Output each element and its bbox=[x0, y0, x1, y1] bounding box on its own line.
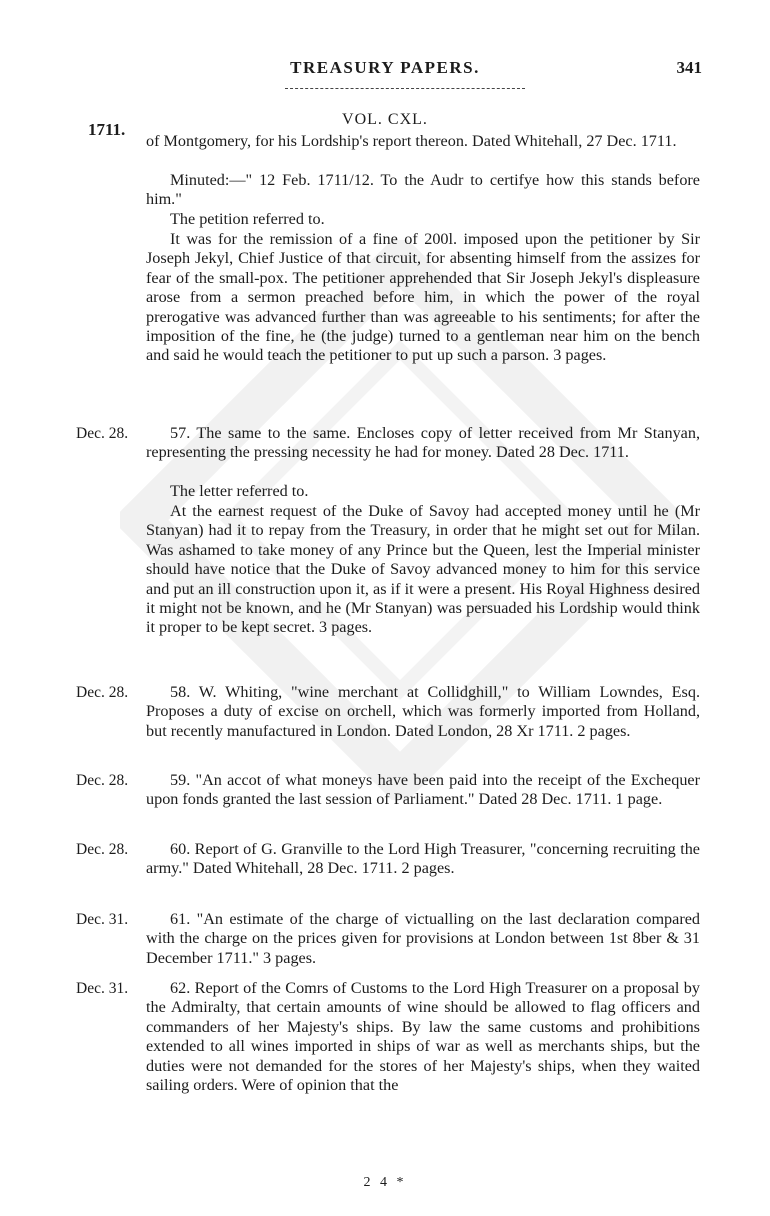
signature-mark: 2 4 * bbox=[363, 1175, 407, 1190]
running-title: TREASURY PAPERS. bbox=[290, 58, 480, 77]
entry-date: Dec. 31. bbox=[76, 911, 129, 928]
volume-heading: VOL. CXL. bbox=[342, 111, 428, 128]
header-rule bbox=[285, 88, 525, 89]
paragraph: 57. The same to the same. Encloses copy of letter received from Mr Stanyan, representing the pressing necessity he had for money. Dated 28 Dec. 1711. bbox=[146, 424, 700, 462]
paragraph: 61. "An estimate of the charge of victualling on the last declaration compared with the charge on the prices given for provisions at London between 1st 8ber & 31 December 1711." 3 pages. bbox=[146, 910, 700, 967]
paragraph: 60. Report of G. Granville to the Lord High Treasurer, "concerning recruiting the army." Dated Whitehall, 28 Dec. 1711. 2 pages. bbox=[146, 840, 700, 878]
page-number: 341 bbox=[676, 58, 702, 77]
paragraph: The letter referred to. bbox=[170, 482, 309, 500]
paragraph: It was for the remission of a fine of 200l. imposed upon the petitioner by Sir Joseph Jekyl, Chief Justice of that circuit, for absenting himself from the assizes for fear of the small-pox. The petitioner apprehended that Sir Joseph Jekyl's displeasure arose from a sermon preached before him, in which the power of the royal prerogative was advanced further than was agreeable to his sentiments; for after the imposition of the fine, he (the judge) turned to a gentleman near him on the bench and said he would teach the petitioner to put up such a parson. 3 pages. bbox=[146, 230, 700, 365]
year-margin: 1711. bbox=[88, 120, 126, 139]
paragraph: of Montgomery, for his Lordship's report thereon. Dated Whitehall, 27 Dec. 1711. bbox=[146, 132, 677, 150]
paragraph: 62. Report of the Comrs of Customs to the Lord High Treasurer on a proposal by the Admiralty, that certain amounts of wine should be allowed to flag officers and commanders of her Majesty's ships. By law the same customs and prohibitions extended to all wines imported in ships of war as well as merchants ships, but the duties were not demanded for the stores of her Majesty's ships, when they waited sailing orders. Were of opinion that the bbox=[146, 979, 700, 1095]
entry-date: Dec. 31. bbox=[76, 980, 129, 997]
entry-date: Dec. 28. bbox=[76, 772, 129, 789]
paragraph: 59. "An accot of what moneys have been paid into the receipt of the Exchequer upon fonds granted the last session of Parliament." Dated 28 Dec. 1711. 1 page. bbox=[146, 771, 700, 809]
paragraph: The petition referred to. bbox=[170, 210, 325, 228]
entry-date: Dec. 28. bbox=[76, 841, 129, 858]
entry-date: Dec. 28. bbox=[76, 684, 129, 701]
paragraph: Minuted:—" 12 Feb. 1711/12. To the Audr to certifye how this stands before him." bbox=[146, 171, 700, 209]
entry-date: Dec. 28. bbox=[76, 425, 129, 442]
paragraph: 58. W. Whiting, "wine merchant at Collidghill," to William Lowndes, Esq. Proposes a duty of excise on orchell, which was formerly imported from Holland, but recently manufactured in London. Dated London, 28 Xr 1711. 2 pages. bbox=[146, 683, 700, 740]
paragraph: At the earnest request of the Duke of Savoy had accepted money until he (Mr Stanyan) had it to repay from the Treasury, in order that he might set out for Milan. Was ashamed to take money of any Prince but the Queen, lest the Imperial minister should have notice that the Duke of Savoy advanced money to him for this service and put an ill construction upon it, as if it were a present. His Royal Highness desired it might not be known, and he (Mr Stanyan) was persuaded his Lordship would think it proper to be kept secret. 3 pages. bbox=[146, 502, 700, 637]
